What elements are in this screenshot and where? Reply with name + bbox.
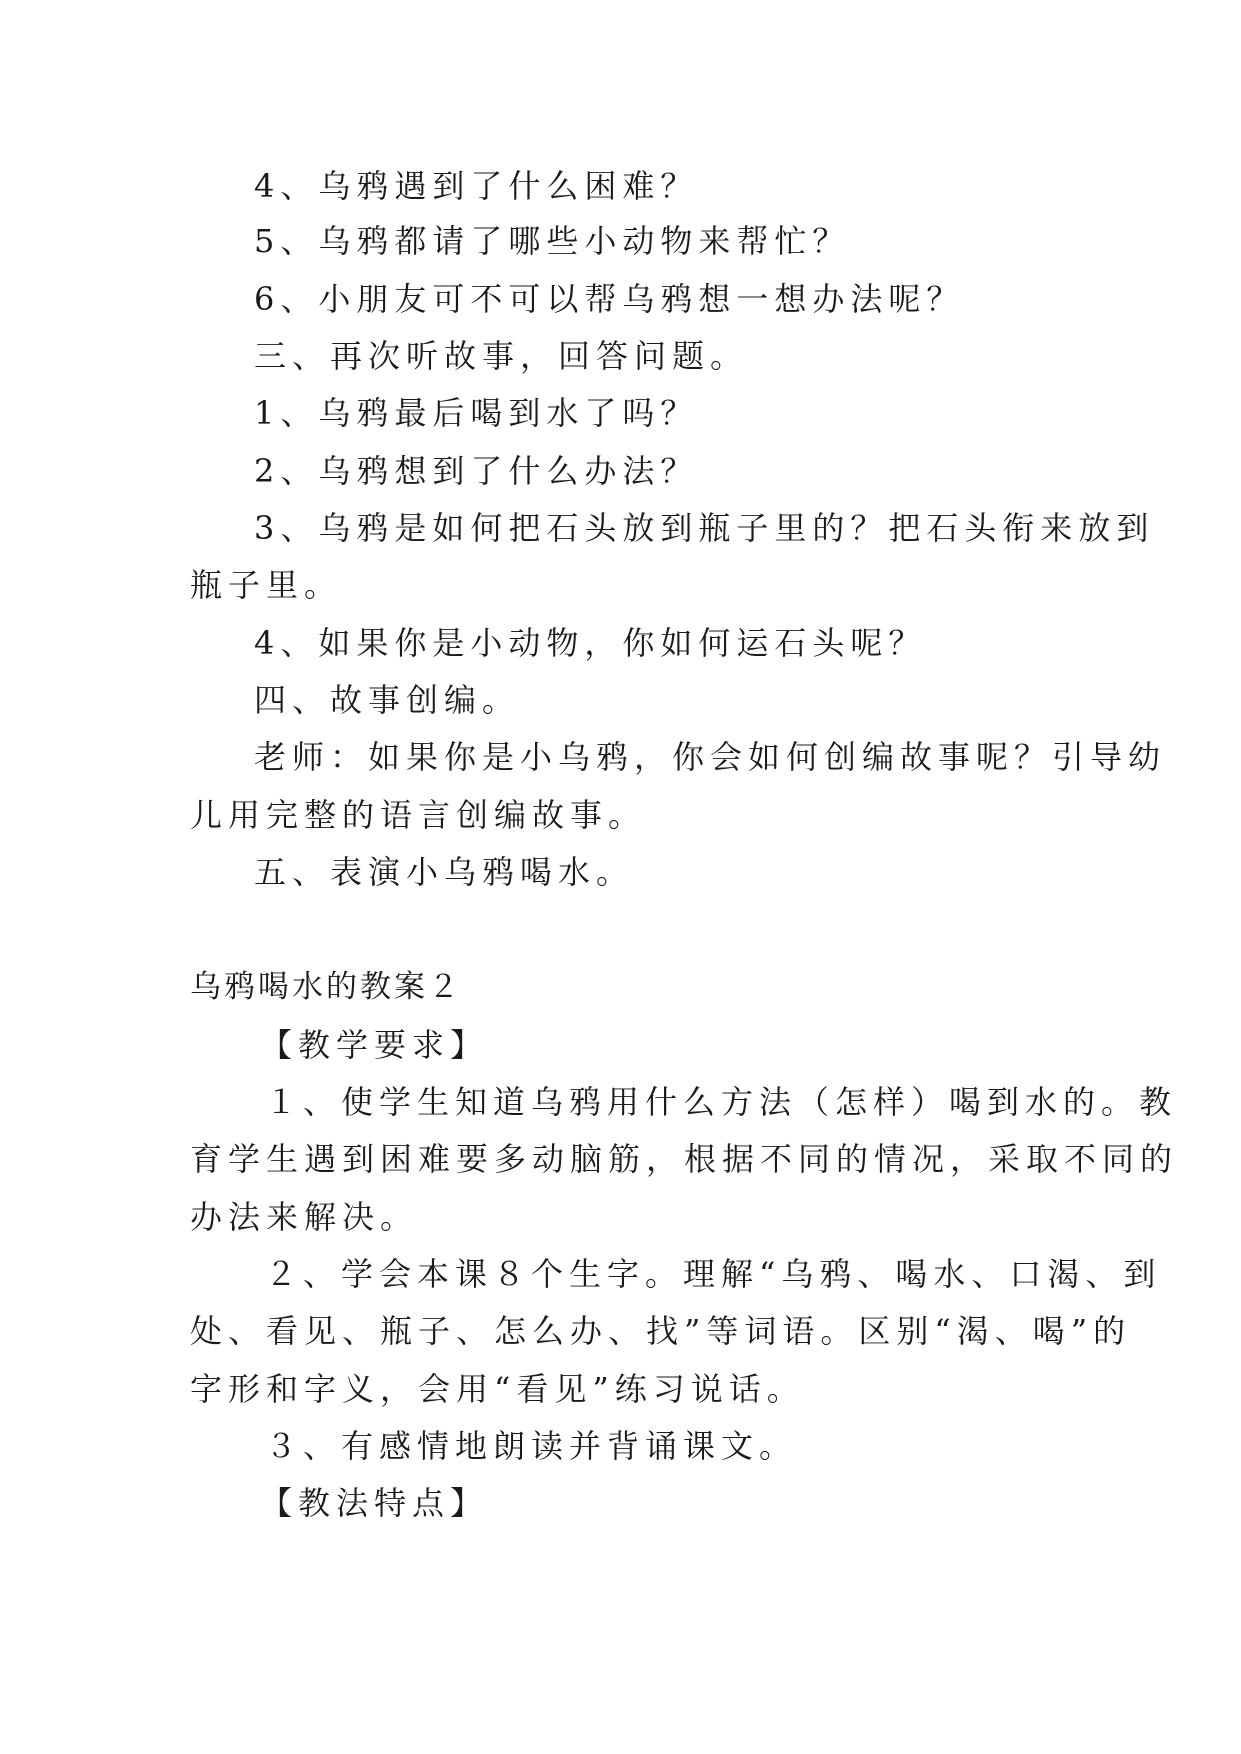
- section-heading-3: 三、再次听故事，回答问题。: [254, 337, 749, 375]
- teaching-method-heading: 【教法特点】: [260, 1484, 489, 1522]
- teacher-prompt-line-2: 儿用完整的语言创编故事。: [190, 796, 647, 834]
- question-6: 6、小朋友可不可以帮乌鸦想一想办法呢？: [254, 280, 965, 318]
- section-heading-5: 五、表演小乌鸦喝水。: [254, 853, 635, 891]
- requirement-2-line-3: 字形和字义，会用“看见”练习说话。: [190, 1370, 805, 1408]
- requirement-1-line-2: 育学生遇到困难要多动脑筋，根据不同的情况，采取不同的: [190, 1140, 1179, 1178]
- answer-question-2: 2、乌鸦想到了什么办法？: [254, 452, 699, 490]
- requirement-2-line-1: ２、学会本课８个生字。理解“乌鸦、喝水、口渴、到: [265, 1255, 1162, 1293]
- requirement-2-line-2: 处、看见、瓶子、怎么办、找”等词语。区别“渴、喝”的: [190, 1312, 1132, 1350]
- answer-question-4: 4、如果你是小动物，你如何运石头呢？: [254, 624, 927, 662]
- answer-question-3-line-1: 3、乌鸦是如何把石头放到瓶子里的？把石头衔来放到: [254, 509, 1155, 547]
- answer-question-3-line-2: 瓶子里。: [190, 566, 343, 604]
- teacher-prompt-line-1: 老师：如果你是小乌鸦，你会如何创编故事呢？引导幼: [254, 738, 1167, 776]
- requirement-3: ３、有感情地朗读并背诵课文。: [265, 1427, 798, 1465]
- question-4: 4、乌鸦遇到了什么困难？: [254, 167, 699, 205]
- requirement-1-line-3: 办法来解决。: [190, 1198, 419, 1236]
- lesson-plan-title: 乌鸦喝水的教案２: [190, 969, 462, 1005]
- section-heading-4: 四、故事创编。: [254, 681, 521, 719]
- question-5: 5、乌鸦都请了哪些小动物来帮忙？: [254, 222, 851, 260]
- answer-question-1: 1、乌鸦最后喝到水了吗？: [254, 394, 699, 432]
- teaching-requirements-heading: 【教学要求】: [260, 1026, 489, 1064]
- requirement-1-line-1: １、使学生知道乌鸦用什么方法（怎样）喝到水的。教: [265, 1083, 1178, 1121]
